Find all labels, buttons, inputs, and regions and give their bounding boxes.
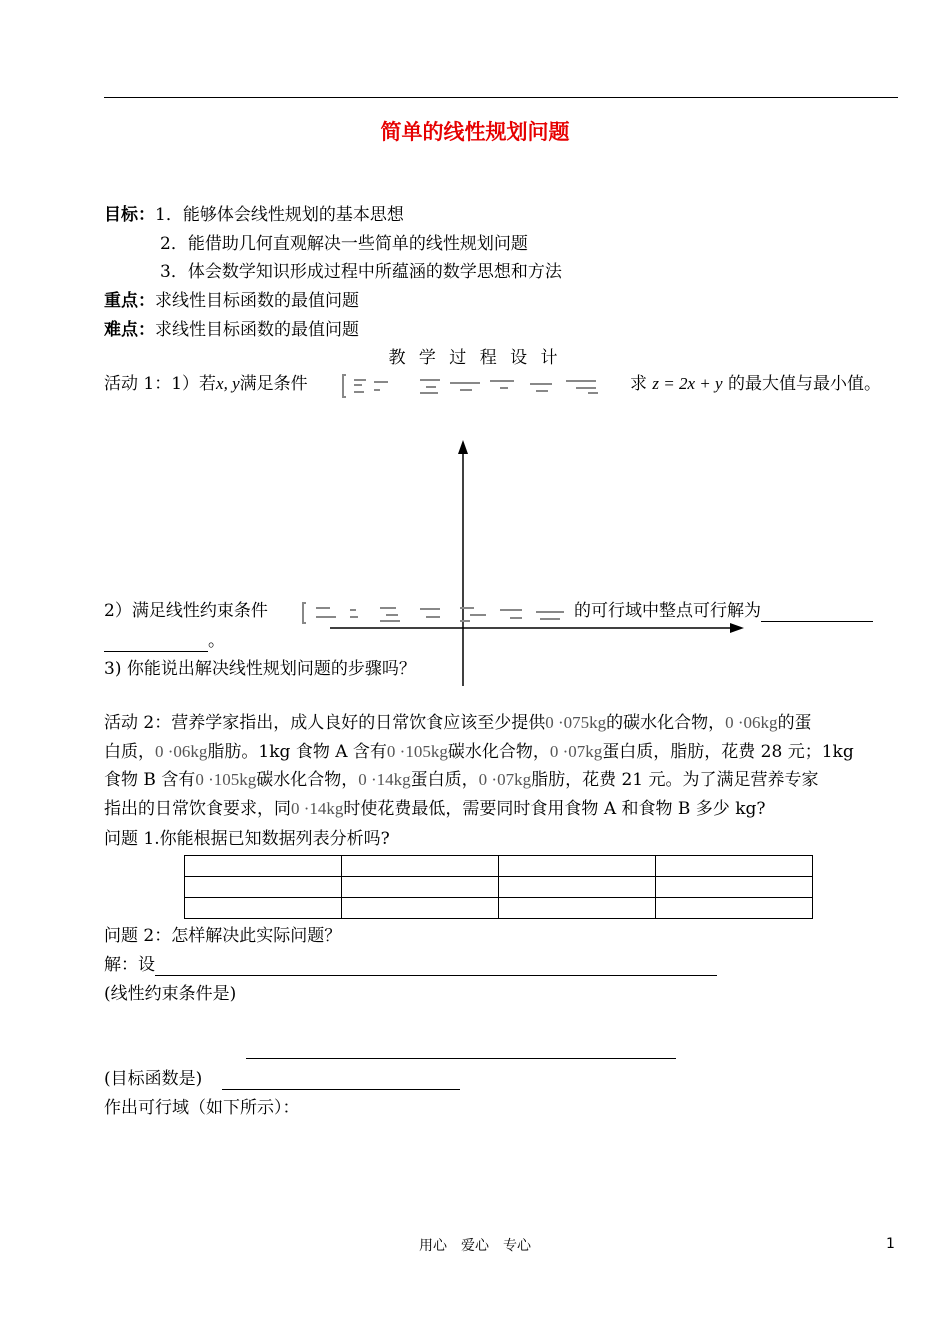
objective-formula: z = 2x + y xyxy=(652,374,723,393)
table-cell[interactable] xyxy=(656,877,813,898)
activity2-text: 的碳水化合物， xyxy=(606,713,726,733)
objective-line xyxy=(104,1068,460,1090)
feasible-region-line: 作出可行域（如下所示）： xyxy=(104,1098,300,1118)
table-cell[interactable] xyxy=(185,877,342,898)
key-point-text: 求线性目标函数的最值问题 xyxy=(155,291,359,311)
solve-label: 解：设 xyxy=(104,955,155,975)
quantity-value: 0 ·14kg xyxy=(291,799,344,818)
activity2-text: 时使花费最低，需要同时食用食物 A 和食物 B 多少 kg? xyxy=(343,799,766,819)
document-title: 简单的线性规划问题 xyxy=(380,120,570,144)
difficulty-label: 难点： xyxy=(104,320,155,340)
activity2-text: 碳水化合物， xyxy=(447,742,550,762)
quantity-value: 0 ·075kg xyxy=(545,713,607,732)
activity1-q1-ask xyxy=(630,373,881,395)
answer-blank[interactable] xyxy=(246,1041,676,1059)
question-2: 问题 2：怎样解决此实际问题？ xyxy=(104,926,342,946)
key-point-label: 重点： xyxy=(104,291,155,311)
goals-label: 目标： xyxy=(104,205,155,225)
activity2-text: 碳水化合物， xyxy=(256,770,359,790)
activity1-q2-prefix: 2）满足线性约束条件 xyxy=(104,601,268,621)
goals-line-1 xyxy=(104,204,404,226)
activity2-text: 脂肪，花费 21 元。为了满足营养专家 xyxy=(531,770,819,790)
variables-xy: x, y xyxy=(216,374,240,393)
table-cell[interactable] xyxy=(656,898,813,919)
activity1-q1-ask-text: 求 xyxy=(630,374,647,394)
page-number: 1 xyxy=(886,1236,895,1252)
coordinate-axes xyxy=(320,438,750,688)
quantity-value: 0 ·07kg xyxy=(549,742,603,761)
solution-line xyxy=(104,954,717,976)
activity2-text: 活动 2：营养学家指出，成人良好的日常饮食应该至少提供 xyxy=(104,713,546,733)
answer-blank[interactable] xyxy=(104,634,208,652)
y-axis-arrow-icon xyxy=(458,440,468,454)
activity2-line-2 xyxy=(104,741,854,763)
table-row xyxy=(185,898,813,919)
activity1-q2-end: 。 xyxy=(208,631,225,651)
activity1-q1-prefix: 活动 1：1）若 xyxy=(104,374,217,394)
quantity-value: 0 ·14kg xyxy=(358,770,411,789)
activity1-q1-mid: 满足条件 xyxy=(239,374,308,394)
goal-item: 1．能够体会线性规划的基本思想 xyxy=(155,205,404,225)
activity2-text: 蛋白质， xyxy=(410,770,479,790)
answer-blank[interactable] xyxy=(155,958,717,976)
table-row xyxy=(185,877,813,898)
activity2-text: 的蛋 xyxy=(777,713,812,733)
activity2-text: 食物 B 含有 xyxy=(104,770,196,790)
key-point-line xyxy=(104,290,359,312)
activity2-line-1 xyxy=(104,712,812,734)
table-cell[interactable] xyxy=(499,877,656,898)
constraints-blank-row xyxy=(246,1040,676,1059)
quantity-value: 0 ·105kg xyxy=(195,770,257,789)
table-cell[interactable] xyxy=(342,856,499,877)
table-cell[interactable] xyxy=(342,877,499,898)
table-row xyxy=(185,856,813,877)
activity1-q1 xyxy=(104,373,308,395)
activity1-q2-suffix xyxy=(574,600,873,622)
goal-item: 3．体会数学知识形成过程中所蕴涵的数学思想和方法 xyxy=(160,262,562,282)
analysis-table xyxy=(184,855,813,919)
difficulty-line xyxy=(104,319,359,341)
section-heading: 教 学 过 程 设 计 xyxy=(388,348,562,368)
goal-item: 2．能借助几何直观解决一些简单的线性规划问题 xyxy=(160,234,528,254)
quantity-value: 0 ·07kg xyxy=(478,770,532,789)
activity1-q1-suffix: 的最大值与最小值。 xyxy=(727,374,881,394)
footer-motto: 用心 爱心 专心 xyxy=(419,1238,531,1254)
activity1-q2-continuation xyxy=(104,630,225,652)
difficulty-text: 求线性目标函数的最值问题 xyxy=(155,320,359,340)
table-cell[interactable] xyxy=(499,898,656,919)
constraint-system-image-1 xyxy=(340,372,622,400)
constraint-system-image-2 xyxy=(300,600,572,626)
activity2-text: 指出的日常饮食要求，同 xyxy=(104,799,291,819)
table-cell[interactable] xyxy=(185,898,342,919)
table-cell[interactable] xyxy=(499,856,656,877)
objective-label: (目标函数是) xyxy=(104,1069,203,1089)
answer-blank[interactable] xyxy=(761,604,873,622)
quantity-value: 0 ·105kg xyxy=(386,742,448,761)
table-cell[interactable] xyxy=(656,856,813,877)
activity2-text: 脂肪。1kg 食物 A 含有 xyxy=(207,742,387,762)
top-rule xyxy=(104,97,898,98)
question-1: 问题 1.你能根据已知数据列表分析吗? xyxy=(104,829,390,849)
quantity-value: 0 ·06kg xyxy=(725,713,778,732)
table-cell[interactable] xyxy=(342,898,499,919)
x-axis-arrow-icon xyxy=(730,623,744,633)
answer-blank[interactable] xyxy=(222,1072,460,1090)
activity1-q3: 3) 你能说出解决线性规划问题的步骤吗？ xyxy=(104,659,416,679)
activity2-line-4 xyxy=(104,798,766,820)
activity1-q2-suffix-text: 的可行域中整点可行解为 xyxy=(574,601,761,621)
constraints-label: (线性约束条件是) xyxy=(104,984,237,1004)
activity2-text: 白质， xyxy=(104,742,155,762)
table-cell[interactable] xyxy=(185,856,342,877)
activity2-text: 蛋白质，脂肪，花费 28 元；1kg xyxy=(602,742,854,762)
quantity-value: 0 ·06kg xyxy=(155,742,208,761)
activity2-line-3 xyxy=(104,769,819,791)
